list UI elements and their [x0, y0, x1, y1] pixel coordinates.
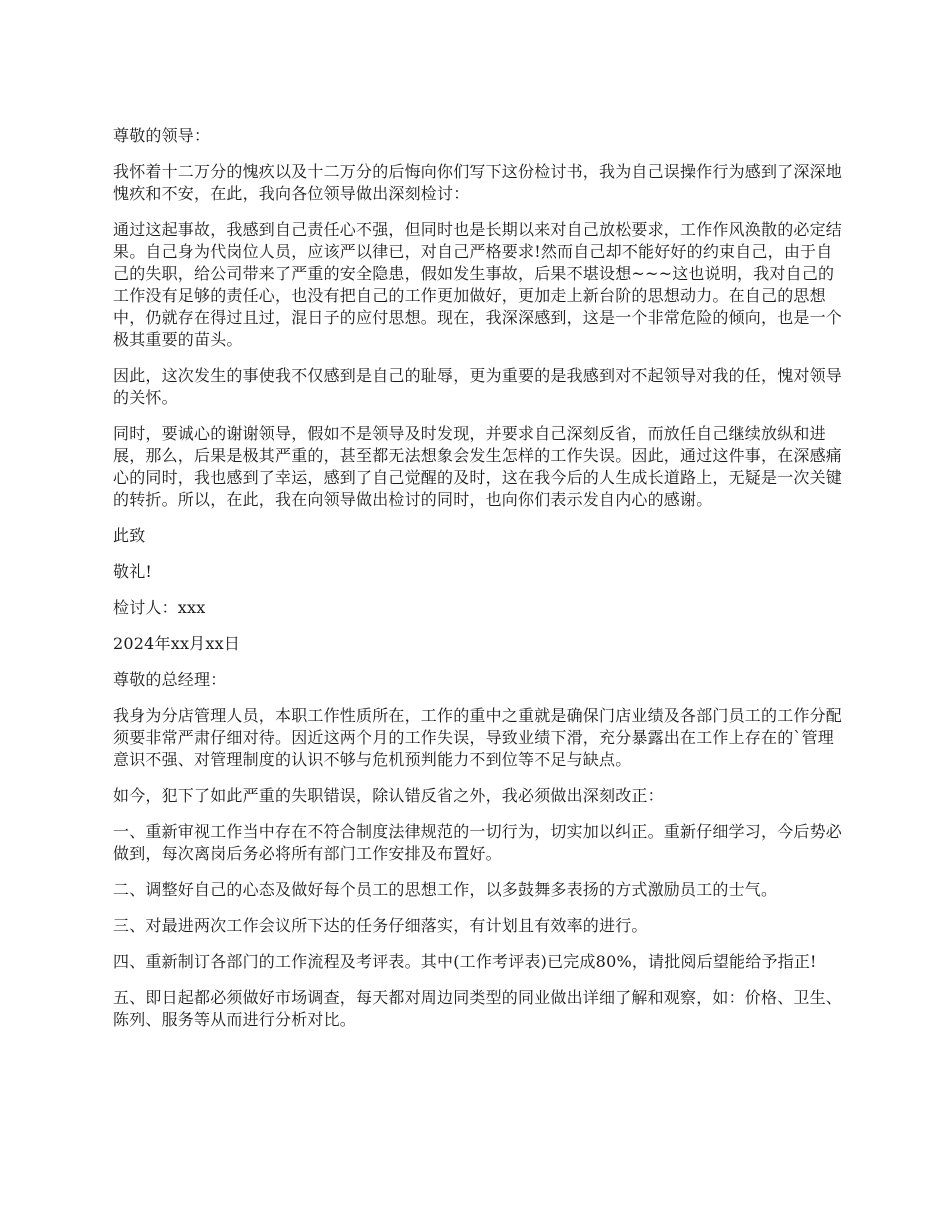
- shame-paragraph: 因此，这次发生的事使我不仅感到是自己的耻辱，更为重要的是我感到对不起领导对我的任，愧对领导的关怀。: [113, 366, 843, 407]
- correction-item-1: 一、重新审视工作当中存在不符合制度法律规范的一切行为，切实加以纠正。重新仔细学习，今后势必做到，每次离岗后务必将所有部门工作安排及布置好。: [113, 822, 843, 863]
- salutation-leader: 尊敬的领导：: [113, 126, 211, 145]
- signature-line: 检讨人：xxx: [113, 598, 206, 617]
- intro-paragraph: 我怀着十二万分的愧疚以及十二万分的后悔向你们写下这份检讨书，我为自己误操作行为感到了深深地愧疚和不安，在此，我向各位领导做出深刻检讨：: [113, 162, 843, 203]
- gratitude-paragraph: 同时，要诚心的谢谢领导，假如不是领导及时发现，并要求自己深刻反省，而放任自己继续放纵和进展，那么，后果是极其严重的，甚至都无法想象会发生怎样的工作失误。因此，通过这件事，在深感痛心的同时，我也感到了幸运，感到了自己觉醒的及时，这在我今后的人生成长道路上，无疑是一次关键的转折。所以，在此，我在向领导做出检讨的同时，也向你们表示发自内心的感谢。: [113, 424, 843, 509]
- correction-item-5: 五、即日起都必须做好市场调查，每天都对周边同类型的同业做出详细了解和观察，如：价格、卫生、陈列、服务等从而进行分析对比。: [113, 988, 843, 1029]
- manager-intro-paragraph: 我身为分店管理人员，本职工作性质所在，工作的重中之重就是确保门店业绩及各部门员工的工作分配须要非常严肃仔细对待。因近这两个月的工作失误，导致业绩下滑，充分暴露出在工作上存在的`管理意识不强、对管理制度的认识不够与危机预判能力不到位等不足与缺点。: [113, 706, 843, 769]
- correction-intro: 如今，犯下了如此严重的失职错误，除认错反省之外，我必须做出深刻改正：: [113, 786, 664, 805]
- correction-item-3: 三、对最进两次工作会议所下达的任务仔细落实，有计划且有效率的进行。: [113, 916, 648, 935]
- reflection-paragraph: 通过这起事故，我感到自己责任心不强，但同时也是长期以来对自己放松要求，工作作风涣散的必定结果。自己身为代岗位人员，应该严以律已，对自己严格要求!然而自己却不能好好的约束自己，由于自己的失职，给公司带来了严重的安全隐患，假如发生事故，后果不堪设想~~~这也说明，我对自己的工作没有足够的责任心，也没有把自己的工作更加做好，更加走上新台阶的思想动力。在自己的思想中，仍就存在得过且过，混日子的应付思想。现在，我深深感到，这是一个非常危险的倾向，也是一个极其重要的苗头。: [113, 220, 843, 349]
- document-body: [113, 125, 843, 1045]
- closing-jingli: 敬礼!: [113, 562, 153, 581]
- date-line: 2024年xx月xx日: [113, 634, 241, 653]
- salutation-manager: 尊敬的总经理：: [113, 670, 227, 689]
- closing-cizhi: 此致: [113, 526, 146, 545]
- correction-item-4: 四、重新制订各部门的工作流程及考评表。其中(工作考评表)已完成80%，请批阅后望能给予指正!: [113, 952, 817, 971]
- correction-item-2: 二、调整好自己的心态及做好每个员工的思想工作，以多鼓舞多表扬的方式激励员工的士气。: [113, 880, 778, 899]
